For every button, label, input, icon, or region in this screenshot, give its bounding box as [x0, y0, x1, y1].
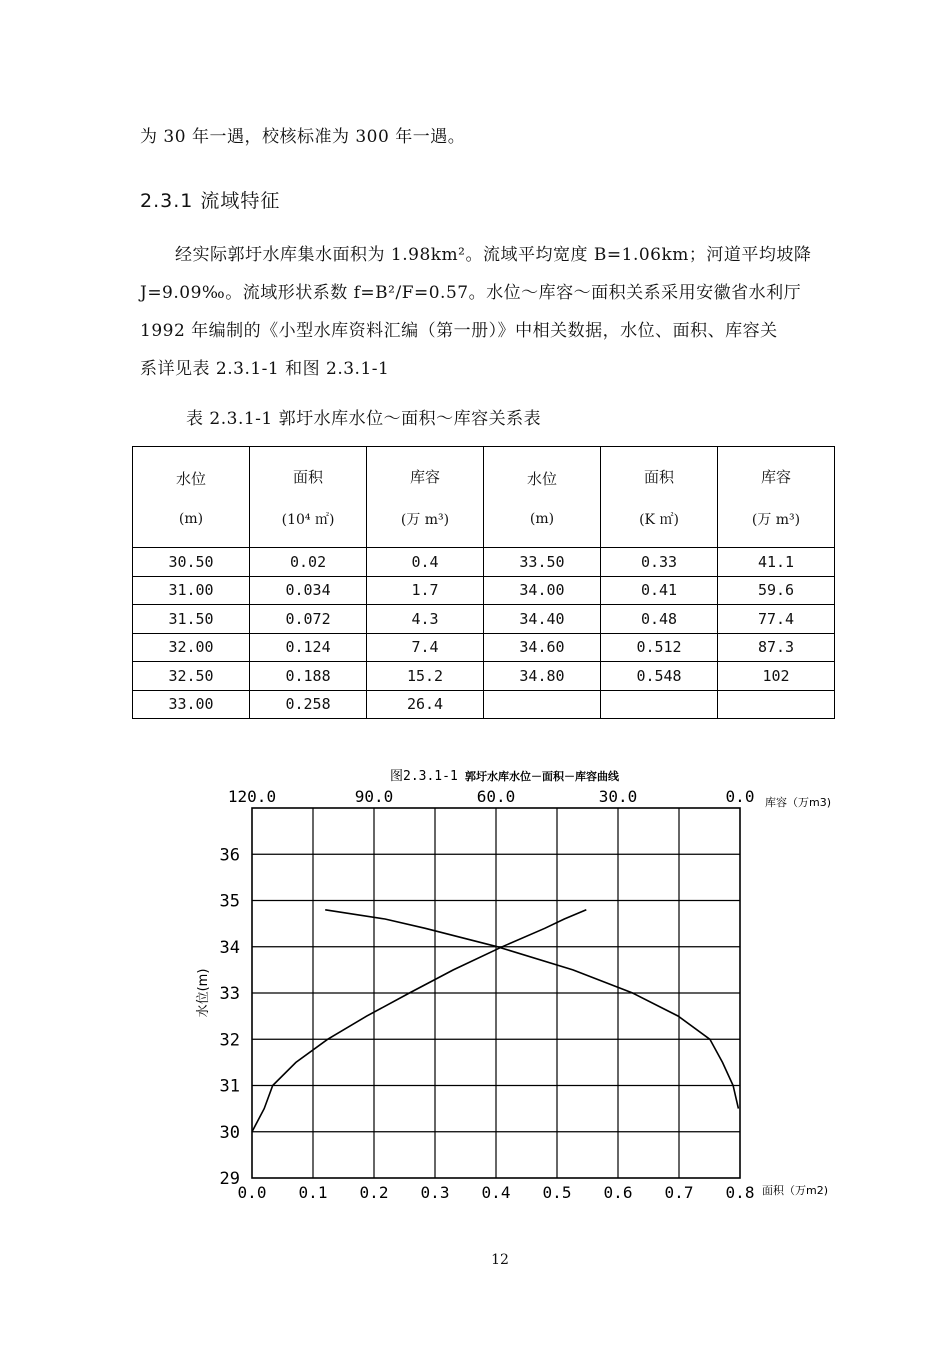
- table-cell: 32.00: [133, 633, 250, 662]
- table-cell: 0.072: [250, 605, 367, 634]
- header-volume: 库容 (万 m³): [367, 447, 484, 548]
- table-cell: 0.548: [601, 662, 718, 691]
- table-cell: 0.48: [601, 605, 718, 634]
- capacity-chart: [150, 760, 850, 1210]
- y-axis-label: 水位(m): [196, 968, 211, 1018]
- table-cell: 0.33: [601, 548, 718, 577]
- y-tick-label: 29: [219, 1169, 240, 1189]
- table-cell: [718, 690, 835, 719]
- table-cell: 87.3: [718, 633, 835, 662]
- capacity-table: [132, 446, 835, 719]
- y-tick-label: 34: [219, 937, 240, 958]
- paragraph-line: 经实际郭圩水库集水面积为 1.98km²。流域平均宽度 B=1.06km；河道平均坡降: [140, 245, 812, 265]
- section-heading: 2.3.1 流域特征: [140, 190, 281, 212]
- table-cell: 31.50: [133, 605, 250, 634]
- table-cell: 32.50: [133, 662, 250, 691]
- table-cell: 34.80: [483, 662, 600, 691]
- y-tick-label: 35: [219, 891, 240, 912]
- x-tick-label: 0.0: [237, 1183, 267, 1202]
- y-tick-label: 32: [219, 1030, 240, 1051]
- paragraph-line: 系详见表 2.3.1-1 和图 2.3.1-1: [140, 359, 390, 379]
- table-cell: 31.00: [133, 576, 250, 605]
- table-cell: 33.50: [483, 548, 600, 577]
- table-cell: 26.4: [367, 690, 484, 719]
- table-cell: 0.258: [250, 690, 367, 719]
- table-cell: 34.60: [483, 633, 600, 662]
- table-cell: 0.124: [250, 633, 367, 662]
- table-cell: 4.3: [367, 605, 484, 634]
- table-header-row: [133, 447, 835, 548]
- table-cell: 0.41: [601, 576, 718, 605]
- table-cell: 0.188: [250, 662, 367, 691]
- paragraph-line: 为 30 年一遇，校核标准为 300 年一遇。: [140, 127, 466, 147]
- bottom-axis-label: 面积（万m2): [762, 1184, 829, 1197]
- table-cell: 33.00: [133, 690, 250, 719]
- table-cell: 0.02: [250, 548, 367, 577]
- x-tick-label: 0.2: [359, 1183, 389, 1202]
- table-cell: 0.034: [250, 576, 367, 605]
- x-tick-label: 0.5: [542, 1183, 572, 1202]
- x-tick-label: 0.8: [725, 1183, 755, 1202]
- top-tick-label: 60.0: [476, 787, 516, 806]
- table-cell: [483, 690, 600, 719]
- x-tick-label: 0.4: [481, 1183, 511, 1202]
- table-row: [133, 576, 835, 605]
- top-tick-label: 30.0: [598, 787, 638, 806]
- header-water-level: 水位 (m): [483, 447, 600, 548]
- table-cell: 59.6: [718, 576, 835, 605]
- chart-subtitle: 郭圩水库水位－面积－库容曲线: [465, 770, 619, 783]
- header-area: 面积 (K ㎡): [601, 447, 718, 548]
- x-tick-label: 0.3: [420, 1183, 450, 1202]
- top-tick-label: 120.0: [227, 787, 277, 806]
- table-row: [133, 662, 835, 691]
- table-cell: 34.00: [483, 576, 600, 605]
- chart-title: 图2.3.1-1: [390, 769, 458, 784]
- table-row: [133, 605, 835, 634]
- table-cell: 30.50: [133, 548, 250, 577]
- table-row: [133, 690, 835, 719]
- page-number: 12: [491, 1252, 509, 1268]
- x-tick-label: 0.6: [603, 1183, 633, 1202]
- top-tick-label: 90.0: [354, 787, 394, 806]
- table-caption: 表 2.3.1-1 郭圩水库水位～面积～库容关系表: [186, 409, 542, 429]
- header-water-level: 水位 (m): [133, 447, 250, 548]
- table-cell: 102: [718, 662, 835, 691]
- table-cell: 77.4: [718, 605, 835, 634]
- table-cell: 0.4: [367, 548, 484, 577]
- table-cell: 1.7: [367, 576, 484, 605]
- table-cell: 34.40: [483, 605, 600, 634]
- table-row: [133, 633, 835, 662]
- area-curve: [252, 910, 586, 1132]
- header-volume: 库容 (万 m³): [718, 447, 835, 548]
- table-cell: 15.2: [367, 662, 484, 691]
- y-tick-label: 36: [219, 845, 240, 866]
- table-cell: 7.4: [367, 633, 484, 662]
- table-cell: 41.1: [718, 548, 835, 577]
- x-tick-label: 0.1: [298, 1183, 328, 1202]
- x-tick-label: 0.7: [664, 1183, 694, 1202]
- paragraph-line: J=9.09‰。流域形状系数 f=B²/F=0.57。水位～库容～面积关系采用安徽省水利厅: [140, 283, 802, 303]
- table-row: [133, 548, 835, 577]
- top-tick-label: 0.0: [725, 787, 755, 806]
- header-area: 面积 (10⁴ ㎡): [250, 447, 367, 548]
- y-tick-label: 33: [219, 984, 240, 1004]
- table-cell: [601, 690, 718, 719]
- top-axis-label: 库容（万m3): [765, 796, 832, 809]
- y-tick-label: 30: [219, 1122, 240, 1143]
- table-cell: 0.512: [601, 633, 718, 662]
- y-tick-label: 31: [219, 1076, 240, 1097]
- paragraph-line: 1992 年编制的《小型水库资料汇编（第一册）》中相关数据，水位、面积、库容关: [140, 321, 778, 341]
- volume-curve: [325, 910, 738, 1109]
